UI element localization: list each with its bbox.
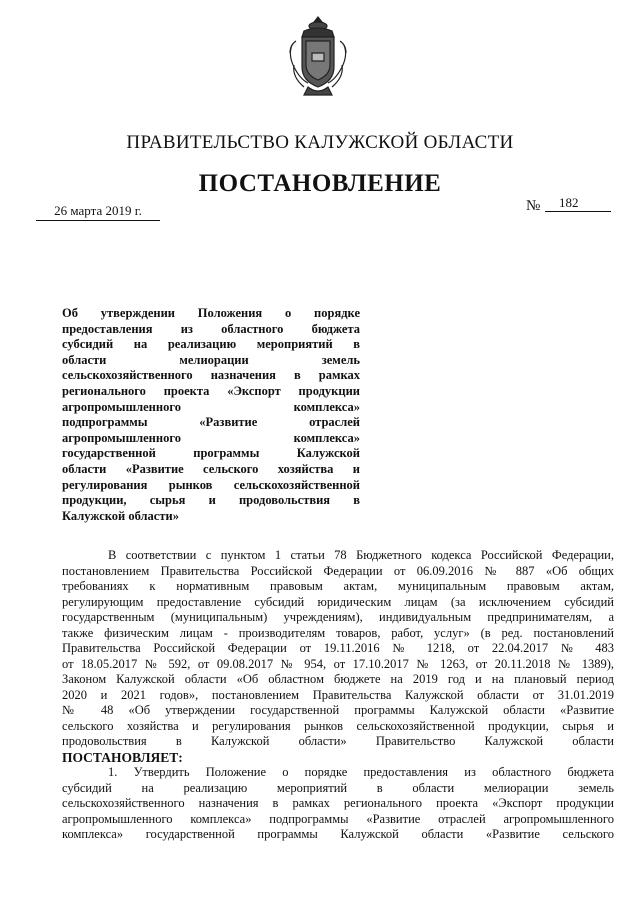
body-line: продовольствия в Калужской области» Правительство Калужской области — [62, 734, 614, 748]
subject-line: регулирования рынков сельскохозяйственной — [62, 477, 360, 492]
coat-of-arms-emblem — [286, 15, 350, 99]
subject-line: области «Развитие сельского хозяйства и — [62, 461, 360, 476]
subject-line: Калужской области» — [62, 508, 179, 523]
resolution-keyword: ПОСТАНОВЛЯЕТ: — [62, 749, 183, 765]
subject-line: предоставления из областного бюджета — [62, 321, 360, 336]
body-line: сельского хозяйства и регулирования рынков сельскохозяйственной продукции, сырья и — [62, 718, 614, 733]
document-body — [62, 548, 614, 843]
document-number: 182 — [545, 195, 611, 212]
body-line: 2020 и 2021 годов», постановлением Правительства Калужской области от 31.01.2019 — [62, 687, 614, 702]
body-line: комплекса» государственной программы Калужской области «Развитие сельского — [62, 827, 614, 841]
body-line: 1. Утвердить Положение о порядке предоставления из областного бюджета — [108, 765, 614, 779]
body-line: № 48 «Об утверждении государственной программы Калужской области «Развитие — [62, 703, 614, 717]
body-line: постановлением Правительства Российской Федерации от 06.09.2016 № 887 «Об общих — [62, 563, 614, 578]
number-sign: № — [526, 198, 541, 214]
body-line: Законом Калужской области «Об областном бюджете на 2019 год и на плановый период — [62, 672, 614, 686]
subject-line: сельскохозяйственного назначения в рамках — [62, 368, 360, 383]
subject-line: агропромышленного комплекса» — [62, 399, 360, 414]
subject-line: продукции, сырья и продовольствия в — [62, 493, 360, 508]
subject-line: регионального проекта «Экспорт продукции — [62, 383, 360, 398]
body-line: В соответствии с пунктом 1 статьи 78 Бюджетного кодекса Российской Федерации, — [108, 548, 614, 562]
subject-line: подпрограммы «Развитие отраслей — [62, 415, 360, 430]
body-line: государственным (муниципальным) учреждениям), индивидуальным предпринимателям, а — [62, 610, 614, 624]
subject-line: области мелиорации земель — [62, 352, 360, 367]
subject-line: субсидий на реализацию мероприятий в — [62, 337, 360, 352]
body-line: требованиях к нормативным правовым актам, муниципальным правовым актам, — [62, 579, 614, 593]
subject-line: Об утверждении Положения о порядке — [62, 306, 360, 320]
body-line: также физическим лицам - производителям товаров, работ, услуг» (в ред. постановлений — [62, 625, 614, 640]
subject-line: агропромышленного комплекса» — [62, 430, 360, 445]
body-line: агропромышленного комплекса» подпрограммы «Развитие отраслей агропромышленного — [62, 811, 614, 826]
government-title: ПРАВИТЕЛЬСТВО КАЛУЖСКОЙ ОБЛАСТИ — [126, 132, 514, 153]
document-subject — [62, 306, 360, 524]
body-line: от 18.05.2017 № 592, от 09.08.2017 № 954, от 17.10.2017 № 1263, от 20.11.2018 № 1389), — [62, 656, 614, 671]
body-line: сельскохозяйственного назначения в рамках регионального проекта «Экспорт продукции — [62, 796, 614, 810]
document-date: 26 марта 2019 г. — [36, 203, 160, 221]
body-line: субсидий на реализацию мероприятий в области мелиорации земель — [62, 780, 614, 795]
subject-line: государственной программы Калужской — [62, 446, 360, 461]
body-line: Правительства Российской Федерации от 19.11.2016 № 1218, от 22.04.2017 № 483 — [62, 641, 614, 655]
body-line: регулирующим предоставление субсидий юридическим лицам (за исключением субсидий — [62, 594, 614, 609]
document-type-title: ПОСТАНОВЛЕНИЕ — [198, 170, 442, 197]
